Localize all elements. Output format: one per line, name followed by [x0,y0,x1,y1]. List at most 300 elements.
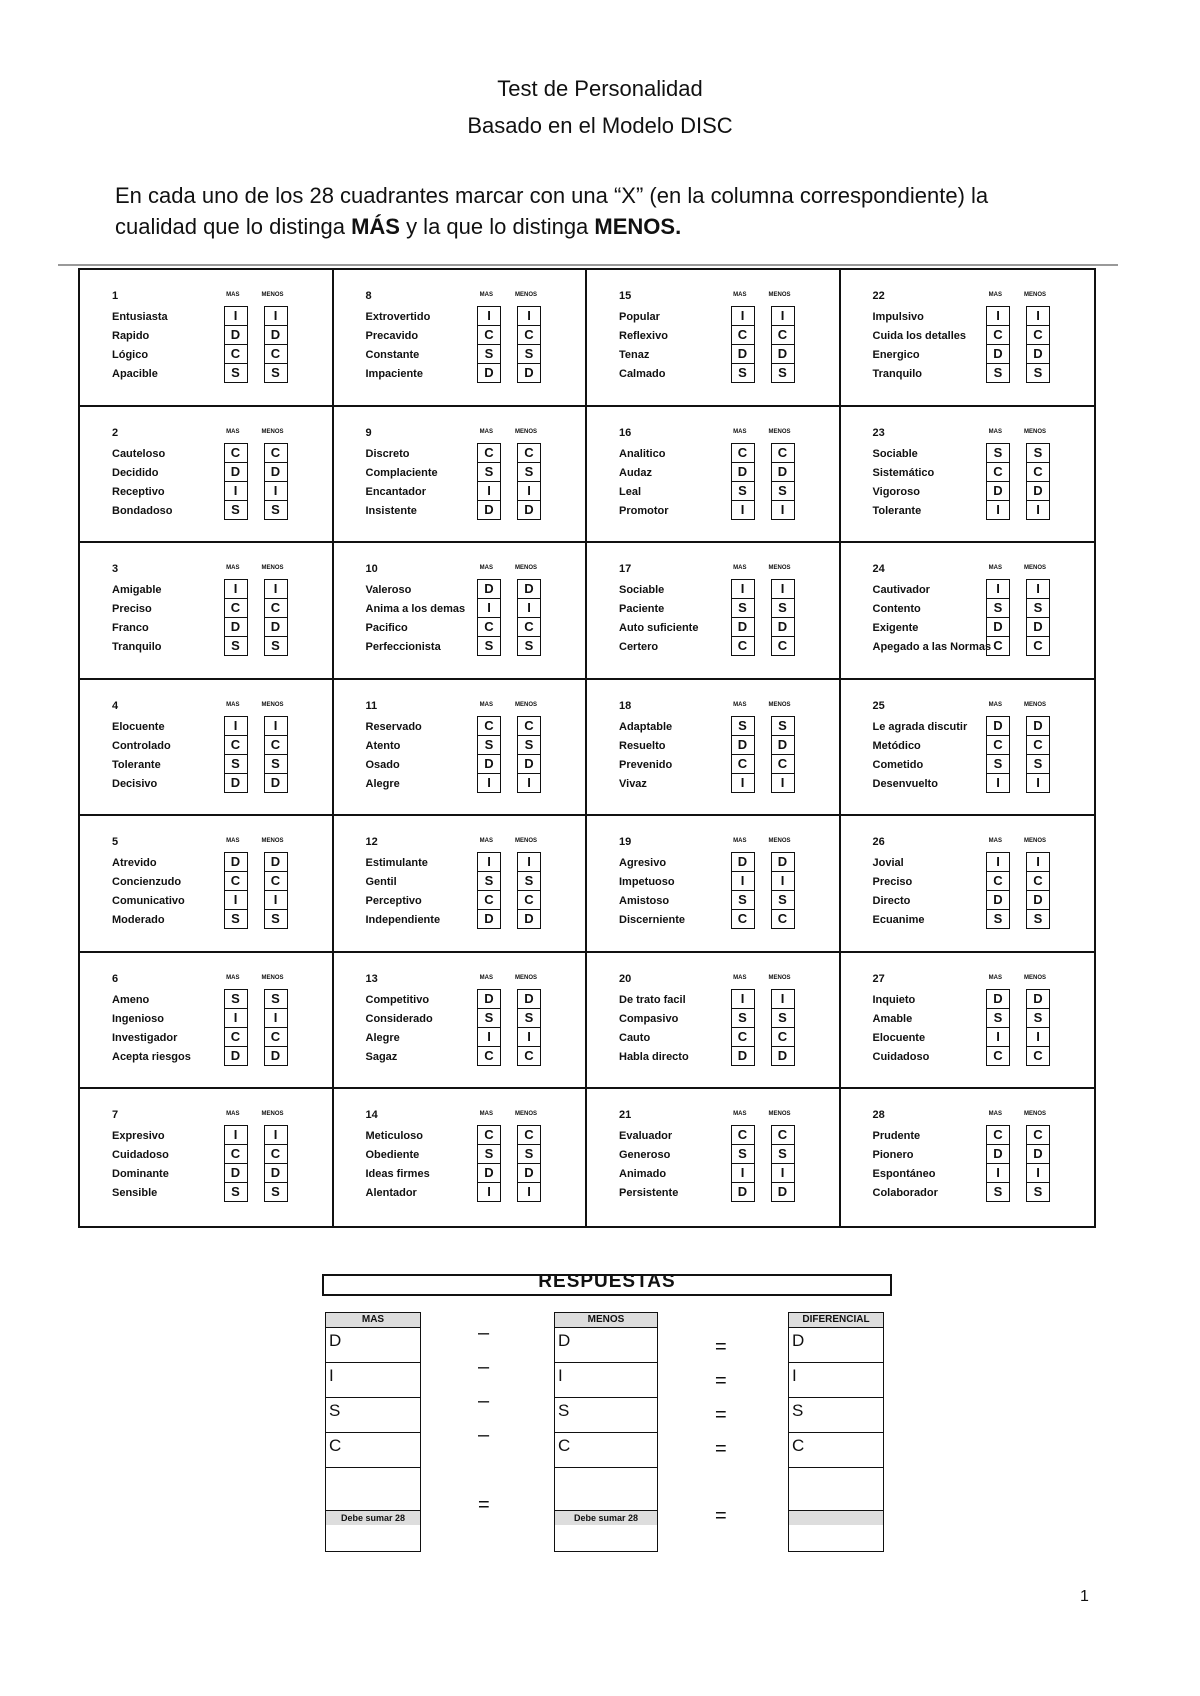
answer-box[interactable]: I [772,872,794,891]
answer-box[interactable]: D [1027,618,1049,637]
answer-box[interactable]: C [478,1126,500,1145]
answer-box[interactable]: I [1027,307,1049,326]
answer-box[interactable]: C [524,1047,534,1063]
trait-word: Valeroso [365,584,412,597]
answer-box[interactable]: I [478,482,500,501]
answer-box[interactable]: S [772,482,794,501]
mas-row-c[interactable]: C [326,1433,420,1468]
answer-box[interactable]: S [1027,444,1049,463]
answer-box[interactable]: S [772,1009,794,1028]
answer-box[interactable]: I [772,1164,794,1183]
answer-box[interactable]: D [732,345,754,364]
answer-box[interactable]: D [1027,990,1049,1009]
answer-box[interactable]: I [518,307,540,326]
trait-word: Ameno [112,993,150,1006]
mas-total[interactable] [326,1468,420,1511]
answer-box[interactable]: S [265,755,287,774]
answer-box[interactable]: I [478,1028,500,1047]
answer-box[interactable]: D [518,990,540,1009]
answer-box[interactable]: C [1033,638,1043,654]
answer-box[interactable]: I [780,501,785,517]
answer-box[interactable]: D [772,853,794,872]
answer-box[interactable]: D [777,1184,788,1200]
menos-total[interactable] [555,1468,657,1511]
trait-word: Considerado [365,1012,433,1025]
answer-box[interactable]: S [225,755,247,774]
answer-box[interactable]: S [518,1009,540,1028]
answer-box[interactable]: S [1027,599,1049,618]
answer-box[interactable]: I [487,774,491,790]
menos-column [264,716,288,793]
answer-box[interactable]: I [265,1009,287,1028]
quadrant-words [619,308,668,384]
answer-box[interactable]: I [518,1028,540,1047]
answer-box[interactable]: S [478,345,500,364]
trait-word: Amigable [112,584,162,597]
instructions [115,180,1075,242]
trait-word: Bondadoso [112,504,173,517]
answer-box[interactable]: S [1027,1009,1049,1028]
answer-box[interactable]: D [987,990,1009,1009]
quadrant-number: 10 [365,563,378,576]
dif-total[interactable] [789,1468,883,1511]
answer-box[interactable]: S [1027,755,1049,774]
mas-column-header: MAS [479,974,493,981]
answer-box[interactable]: S [518,1145,540,1164]
trait-word: Resuelto [619,739,666,752]
answer-box[interactable]: S [993,1184,1003,1200]
answer-box[interactable]: S [732,1145,754,1164]
answer-box[interactable]: C [737,911,748,927]
trait-word: Preciso [112,603,152,616]
answer-box[interactable]: I [478,853,500,872]
answer-box[interactable]: I [987,1164,1009,1183]
answer-box[interactable]: I [518,599,540,618]
answer-box[interactable]: S [231,911,240,927]
answer-box[interactable]: S [732,717,754,736]
quadrant-words [366,445,438,521]
mas-column-header: MAS [988,974,1002,981]
answer-box[interactable]: C [518,1126,540,1145]
answer-box[interactable]: D [772,618,794,637]
answer-box[interactable]: C [478,618,500,637]
quadrant-words [873,1127,938,1203]
answer-box[interactable]: D [265,1164,287,1183]
answer-box[interactable]: I [225,307,247,326]
answer-box[interactable]: I [772,990,794,1009]
answer-box[interactable]: S [1033,911,1043,927]
trait-word: Encantador [365,485,427,498]
answer-box[interactable]: C [518,326,540,345]
answer-box[interactable]: D [524,911,534,927]
answer-box[interactable]: D [737,1184,748,1200]
answer-box[interactable]: D [265,853,287,872]
answer-box[interactable]: D [265,326,287,345]
answer-box[interactable]: S [484,638,494,654]
answer-box[interactable]: S [478,1009,500,1028]
answer-box[interactable]: I [1036,774,1040,790]
menos-column [771,989,795,1066]
mas-column [477,989,501,1066]
answer-box[interactable]: D [772,345,794,364]
answer-box[interactable]: C [772,755,794,774]
answer-box[interactable]: I [996,501,1000,517]
answer-box[interactable]: C [987,463,1009,482]
answer-box[interactable]: S [1033,1184,1043,1200]
answer-box[interactable]: I [478,307,500,326]
answer-box[interactable]: C [265,1145,287,1164]
answer-box[interactable]: S [271,1184,280,1200]
trait-word: Ideas firmes [365,1168,430,1181]
quadrant-number: 21 [619,1109,632,1122]
answer-box[interactable]: S [518,345,540,364]
menos-row-d[interactable]: D [555,1328,657,1363]
answer-box[interactable]: S [778,365,787,380]
minus-sign: – [478,1322,490,1344]
answer-box[interactable]: D [987,618,1009,637]
answer-box[interactable]: D [518,1164,540,1183]
trait-word: Constante [365,349,420,361]
menos-footer: Debe sumar 28 [555,1511,657,1525]
answer-box[interactable]: I [732,580,754,599]
answer-box[interactable]: D [987,345,1009,364]
trait-word: Perceptivo [365,895,422,908]
answer-box[interactable]: S [993,365,1003,380]
answer-box[interactable]: C [518,891,540,910]
answer-box[interactable]: C [987,872,1009,891]
answer-box[interactable]: C [732,326,754,345]
menos-row-s[interactable]: S [555,1398,657,1433]
answer-box[interactable]: D [777,1047,788,1063]
answer-box[interactable]: D [732,853,754,872]
answer-box[interactable]: C [225,736,247,755]
mas-header: MAS [326,1313,420,1328]
trait-word: Sistemático [872,466,935,479]
quadrant [80,407,334,544]
answer-box[interactable]: C [478,444,500,463]
answer-box[interactable]: I [740,774,745,790]
answer-box[interactable]: I [487,1184,491,1200]
answer-box[interactable]: S [231,638,240,654]
quadrant [587,680,841,817]
mas-column-header: MAS [733,1111,747,1118]
answer-box[interactable]: I [225,1126,247,1145]
answer-box[interactable]: S [518,872,540,891]
answer-box[interactable]: D [225,1164,247,1183]
answer-box[interactable]: C [225,1028,247,1047]
answer-box[interactable]: S [231,1184,240,1200]
quadrant [80,270,334,407]
dif-row-s[interactable]: S [789,1398,883,1433]
answer-box[interactable]: D [1027,1145,1049,1164]
quadrant [80,816,334,953]
answer-box[interactable]: I [225,1009,247,1028]
answer-box[interactable]: C [1027,1126,1049,1145]
answer-box[interactable]: C [478,891,500,910]
trait-word: Discreto [365,447,410,460]
answer-box[interactable]: D [478,1164,500,1183]
mas-column [224,852,248,929]
answer-box[interactable]: C [225,345,247,364]
answer-box[interactable]: D [1027,891,1049,910]
answer-box[interactable]: D [732,618,754,637]
answer-box[interactable]: C [265,872,287,891]
answer-box[interactable]: D [732,463,754,482]
answer-box[interactable]: S [993,911,1003,927]
answer-box[interactable]: C [265,345,287,364]
answer-box[interactable]: D [987,717,1009,736]
answer-box[interactable]: I [225,580,247,599]
answer-box[interactable]: C [777,638,788,654]
dif-row-d[interactable]: D [789,1328,883,1363]
answer-box[interactable]: I [265,891,287,910]
answer-box[interactable]: S [231,501,240,517]
page-number: 1 [1080,1588,1089,1605]
quadrant-words [873,854,925,930]
answer-box[interactable]: C [478,717,500,736]
answer-box[interactable]: S [524,638,534,654]
answer-box[interactable]: I [987,580,1009,599]
answer-box[interactable]: C [265,444,287,463]
answer-box[interactable]: I [265,580,287,599]
answer-box[interactable]: C [518,618,540,637]
answer-box[interactable]: D [230,774,241,790]
answer-box[interactable]: C [1033,1047,1043,1063]
answer-box[interactable]: C [225,872,247,891]
mas-column [731,306,755,383]
answer-box[interactable]: D [1027,717,1049,736]
answer-box[interactable]: D [772,736,794,755]
answer-box[interactable]: S [732,1009,754,1028]
answer-box[interactable]: C [772,444,794,463]
menos-column [264,579,288,656]
answer-box[interactable]: D [1027,482,1049,501]
answer-box[interactable]: I [987,307,1009,326]
trait-word: Directo [872,895,911,908]
answer-box[interactable]: I [225,891,247,910]
answer-box[interactable]: I [265,1126,287,1145]
mas-column [224,1125,248,1202]
answer-box[interactable]: D [524,501,534,517]
answer-box[interactable]: S [732,482,754,501]
answer-box[interactable]: I [732,307,754,326]
mas-column-header: MAS [226,1111,240,1118]
answer-box[interactable]: C [518,717,540,736]
answer-box[interactable]: D [270,774,281,790]
answer-box[interactable]: C [518,444,540,463]
menos-column [1026,1125,1050,1202]
answer-box[interactable]: C [732,444,754,463]
answer-box[interactable]: I [478,599,500,618]
mas-row-s[interactable]: S [326,1398,420,1433]
answer-box[interactable]: S [231,365,240,380]
answer-box[interactable]: C [225,444,247,463]
answer-box[interactable]: C [478,326,500,345]
answer-box[interactable]: S [772,1145,794,1164]
menos-row-c[interactable]: C [555,1433,657,1468]
answer-box[interactable]: I [225,717,247,736]
answer-box[interactable]: C [732,1126,754,1145]
answer-box[interactable]: C [993,1047,1003,1063]
answer-box[interactable]: D [484,501,494,517]
quadrant-number: 23 [872,426,885,439]
answer-box[interactable]: I [1036,501,1040,517]
answer-box[interactable]: I [265,717,287,736]
answer-box[interactable]: C [737,638,748,654]
quadrant-number: 15 [619,290,632,302]
answer-box[interactable]: I [527,1184,531,1200]
answer-box[interactable]: C [265,599,287,618]
answer-box[interactable]: S [478,872,500,891]
answer-box[interactable]: I [772,307,794,326]
answer-box[interactable]: I [1027,853,1049,872]
menos-column-header: MENOS [261,838,284,845]
answer-box[interactable]: D [987,1145,1009,1164]
answer-box[interactable]: I [732,1164,754,1183]
mas-row-i[interactable]: I [326,1363,420,1398]
quadrant [587,953,841,1090]
answer-box[interactable]: C [1027,463,1049,482]
answer-box[interactable]: S [1033,365,1043,380]
answer-box[interactable]: S [265,990,287,1009]
answer-box[interactable]: D [478,755,500,774]
answer-box[interactable]: D [484,911,494,927]
dif-row-i[interactable]: I [789,1363,883,1398]
answer-box[interactable]: C [732,1028,754,1047]
answer-box[interactable]: D [772,463,794,482]
answer-box[interactable]: S [987,755,1009,774]
answer-box[interactable]: D [478,990,500,1009]
answer-box[interactable]: I [1027,1164,1049,1183]
answer-box[interactable]: S [987,599,1009,618]
answer-box[interactable]: S [518,736,540,755]
menos-column [264,989,288,1066]
mas-row-d[interactable]: D [326,1328,420,1363]
trait-word: Reflexivo [619,330,668,342]
answer-box[interactable]: S [478,736,500,755]
answer-box[interactable]: S [987,1009,1009,1028]
answer-box[interactable]: I [780,774,785,790]
answer-box[interactable]: D [987,482,1009,501]
answer-box[interactable]: S [738,365,747,380]
answer-box[interactable]: D [225,326,247,345]
answer-box[interactable]: D [225,853,247,872]
answer-box[interactable]: D [484,365,494,380]
answer-box[interactable]: I [225,482,247,501]
answer-box[interactable]: C [265,736,287,755]
answer-box[interactable]: I [1027,1028,1049,1047]
answer-box[interactable]: I [732,990,754,1009]
answer-box[interactable]: S [478,463,500,482]
answer-box[interactable]: I [987,853,1009,872]
answer-box[interactable]: D [524,365,534,380]
answer-box[interactable]: C [225,1145,247,1164]
answer-box[interactable]: D [987,891,1009,910]
answer-box[interactable]: D [270,1047,281,1063]
answer-box[interactable]: I [265,307,287,326]
answer-box[interactable]: C [987,326,1009,345]
trait-word: Complaciente [365,466,438,479]
answer-box[interactable]: I [732,872,754,891]
menos-table [554,1312,658,1552]
answer-box[interactable]: I [527,774,531,790]
answer-box[interactable]: I [996,774,1000,790]
answer-box[interactable]: S [271,638,280,654]
answer-box[interactable]: S [772,599,794,618]
answer-box[interactable]: C [265,1028,287,1047]
trait-word: Ingenioso [112,1012,164,1025]
answer-box[interactable]: S [271,911,280,927]
answer-box[interactable]: S [732,891,754,910]
quadrant-number: 28 [872,1109,885,1122]
mas-column-header: MAS [733,292,747,298]
answer-box[interactable]: I [987,1028,1009,1047]
answer-box[interactable]: D [265,463,287,482]
answer-box[interactable]: I [518,482,540,501]
answer-box[interactable]: S [518,463,540,482]
answer-box[interactable]: S [225,990,247,1009]
menos-row-i[interactable]: I [555,1363,657,1398]
answer-box[interactable]: C [987,1126,1009,1145]
answer-box[interactable]: S [772,891,794,910]
answer-box[interactable]: S [271,501,280,517]
answer-box[interactable]: C [772,1028,794,1047]
answer-box[interactable]: D [732,736,754,755]
menos-column [771,1125,795,1202]
answer-box[interactable]: I [772,580,794,599]
quadrant [841,953,1095,1090]
answer-box[interactable]: C [732,755,754,774]
quadrant-words [112,854,185,930]
answer-box[interactable]: D [225,618,247,637]
answer-box[interactable]: I [518,853,540,872]
answer-box[interactable]: I [265,482,287,501]
answer-box[interactable]: S [271,365,280,380]
trait-word: Franco [112,622,149,635]
answer-box[interactable]: D [518,580,540,599]
quadrant [334,407,588,544]
answer-box[interactable]: C [987,736,1009,755]
answer-box[interactable]: C [772,326,794,345]
dif-row-c[interactable]: C [789,1433,883,1468]
answer-box[interactable]: C [1027,872,1049,891]
answer-box[interactable]: S [732,599,754,618]
answer-box[interactable]: C [1027,326,1049,345]
quadrant-words [873,718,968,794]
trait-word: Impulsivo [872,311,924,323]
answer-box[interactable]: D [225,463,247,482]
answer-box[interactable]: C [772,1126,794,1145]
answer-box[interactable]: C [225,599,247,618]
answer-box[interactable]: D [737,1047,748,1063]
answer-box[interactable]: D [518,755,540,774]
trait-word: Independiente [365,914,441,927]
answer-box[interactable]: S [987,444,1009,463]
answer-box[interactable]: C [993,638,1003,654]
answer-box[interactable]: C [484,1047,494,1063]
answer-box[interactable]: S [772,717,794,736]
trait-word: Cuidadoso [112,1149,169,1162]
answer-box[interactable]: S [478,1145,500,1164]
answer-box[interactable]: C [1027,736,1049,755]
answer-box[interactable]: D [230,1047,241,1063]
answer-box[interactable]: D [478,580,500,599]
answer-box[interactable]: D [265,618,287,637]
answer-box[interactable]: D [1027,345,1049,364]
answer-box[interactable]: I [1027,580,1049,599]
answer-box[interactable]: I [740,501,745,517]
answer-box[interactable]: C [777,911,788,927]
